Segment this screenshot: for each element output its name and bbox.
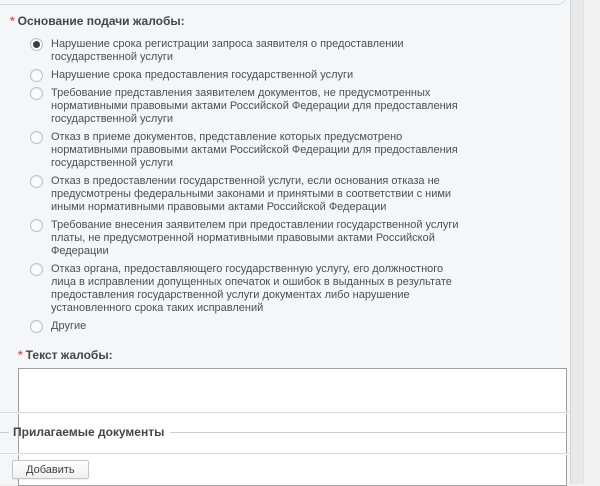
radio-button-icon[interactable]	[30, 320, 43, 333]
grounds-field-label	[10, 14, 566, 28]
radio-button-icon[interactable]	[30, 219, 43, 232]
required-marker: *	[10, 14, 15, 28]
legend-line	[170, 432, 566, 433]
radio-option-extra-documents-demand[interactable]	[30, 87, 566, 126]
right-gutter	[571, 0, 584, 484]
radio-option-label: Требование представления заявителем документов, не предусмотренных нормативными правовыми актами Российской Федерации для предоставления государственной услуги	[51, 87, 458, 125]
radio-option-service-term-violation[interactable]	[30, 69, 566, 82]
grounds-radio-group	[30, 38, 566, 333]
radio-option-corrections-refusal[interactable]	[30, 263, 566, 315]
radio-option-label: Отказ в предоставлении государственной услуги, если основания отказа не предусмотрены федеральными законами и принятыми в соответствии с ними иными нормативными правовыми актами Российской Федерации	[51, 175, 452, 213]
complaint-label-text: Текст жалобы:	[25, 348, 113, 362]
section-divider	[0, 412, 570, 414]
radio-button-icon[interactable]	[30, 69, 43, 82]
radio-option-label: Другие	[51, 320, 87, 332]
add-attachment-button[interactable]: Добавить	[12, 460, 89, 479]
radio-option-label: Отказ в приеме документов, представление которых предусмотрено нормативными правовыми актами Российской Федерации для предоставления государственной услуги	[51, 131, 458, 169]
section-divider	[0, 453, 570, 455]
required-marker: *	[18, 348, 23, 362]
radio-button-icon[interactable]	[30, 263, 43, 276]
radio-button-icon[interactable]	[30, 87, 43, 100]
radio-option-label: Требование внесения заявителем при предоставлении государственной услуги платы, не предусмотренной нормативными правовыми актами Российской Федерации	[51, 219, 459, 257]
radio-option-registration-term-violation[interactable]	[30, 38, 566, 64]
radio-option-label: Нарушение срока предоставления государственной услуги	[51, 69, 354, 81]
radio-option-payment-demand[interactable]	[30, 219, 566, 258]
radio-option-documents-refusal[interactable]	[30, 131, 566, 170]
radio-option-service-refusal[interactable]	[30, 175, 566, 214]
radio-button-icon[interactable]	[30, 131, 43, 144]
grounds-label-text: Основание подачи жалобы:	[17, 14, 185, 28]
complaint-form	[10, 14, 566, 486]
attachments-section-header	[0, 425, 566, 439]
complaint-text-field-label	[18, 348, 566, 362]
radio-button-icon[interactable]	[30, 175, 43, 188]
radio-button-icon[interactable]	[30, 38, 43, 51]
legend-line	[0, 432, 9, 433]
radio-option-label: Нарушение срока регистрации запроса заявителя о предоставлении государственной услуги	[51, 38, 404, 63]
attachments-title: Прилагаемые документы	[13, 425, 165, 439]
upper-card-bottom-edge	[0, 0, 567, 5]
radio-option-label: Отказ органа, предоставляющего государственную услугу, его должностного лица в исправлении допущенных опечаток и ошибок в выданных в результате предоставления государственной услуги документах либо нарушение установленного срока таких исправлений	[51, 263, 452, 314]
radio-option-other[interactable]	[30, 320, 566, 333]
